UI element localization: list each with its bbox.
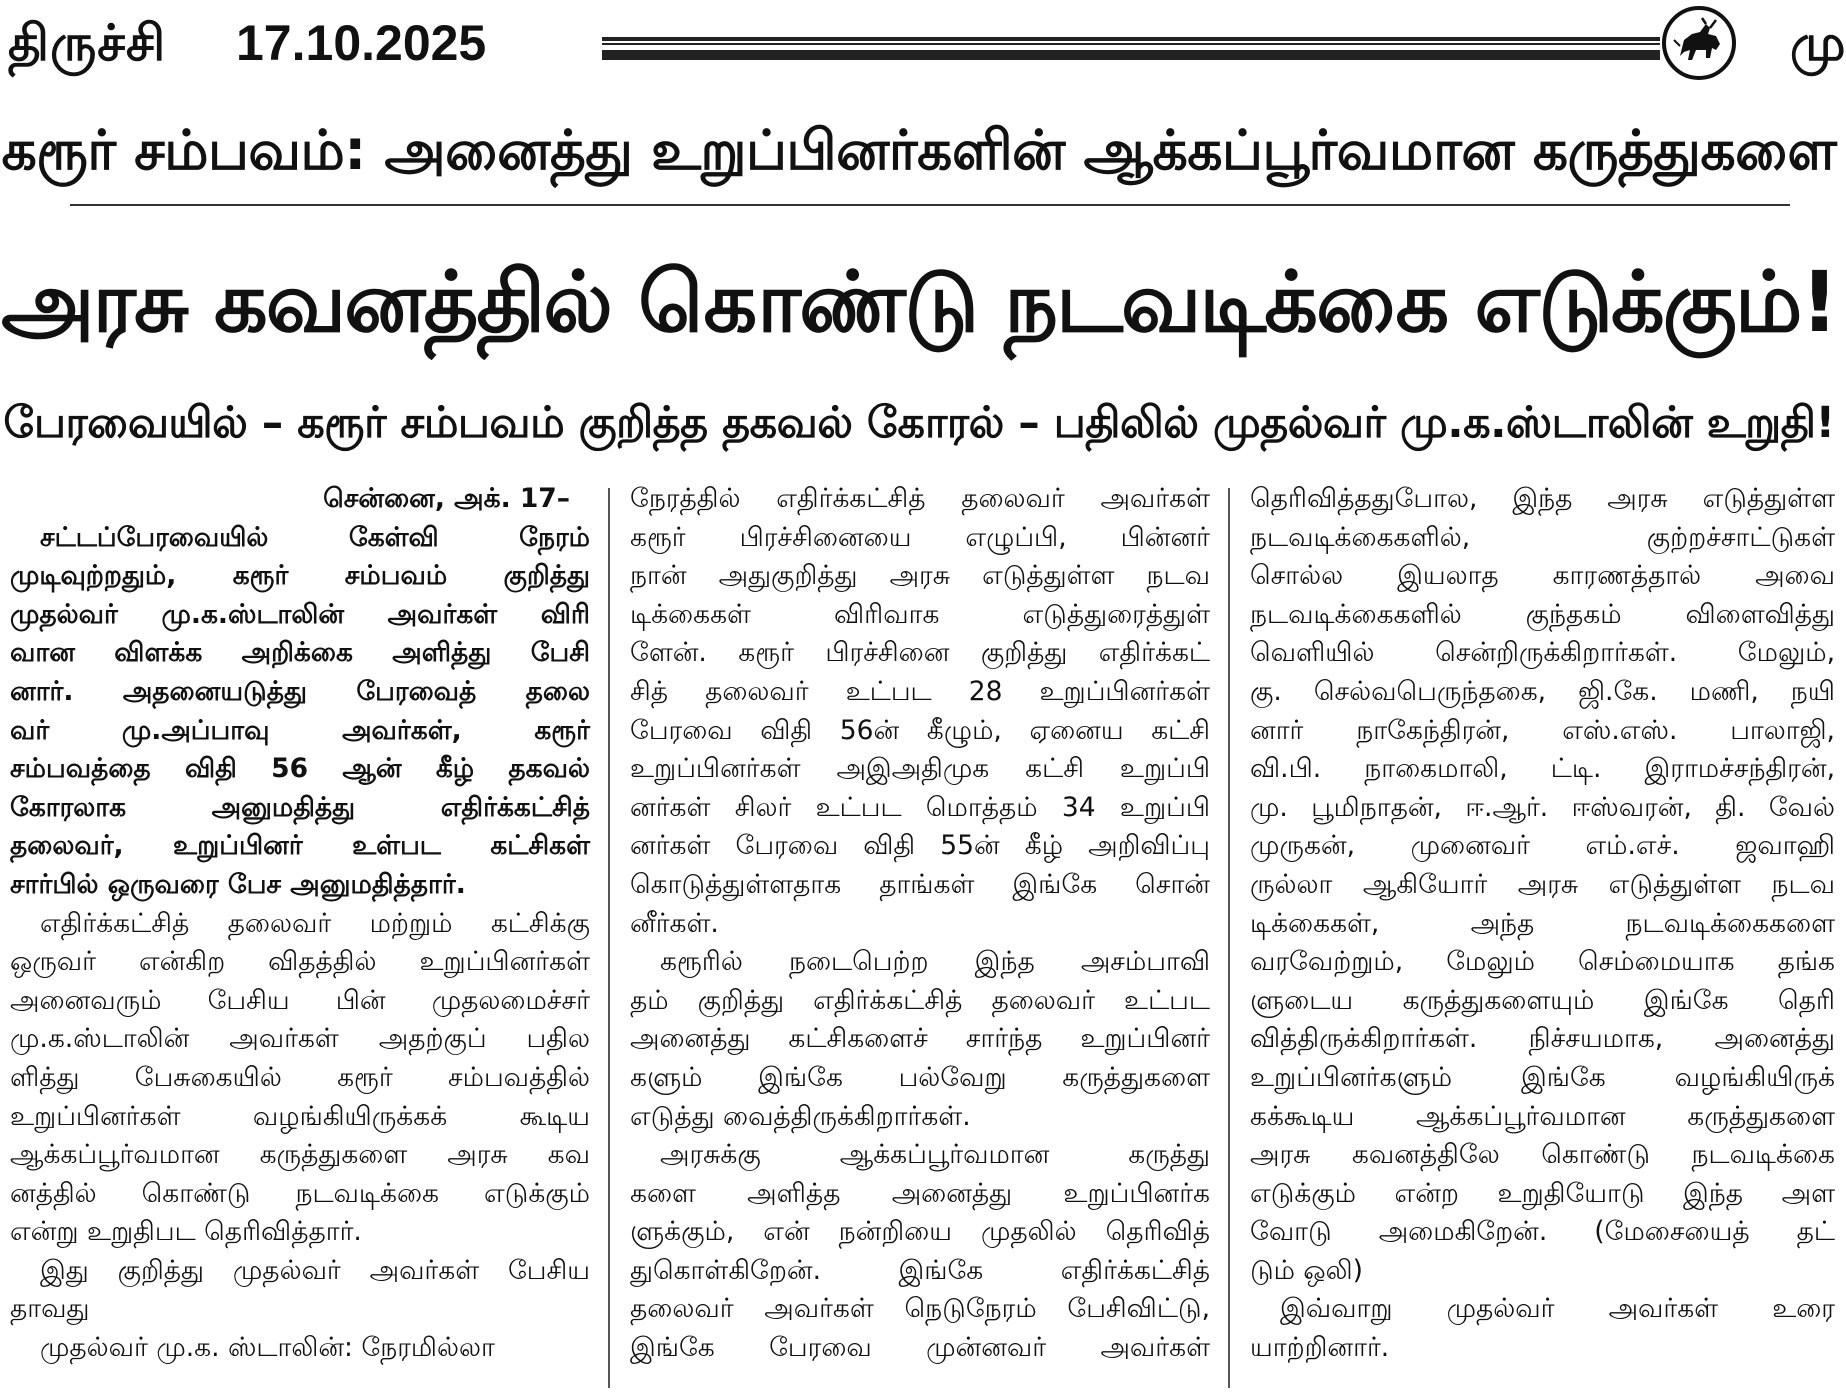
body-line: கரூர் பிரச்சினையை எழுப்பி, பின்னர்: [630, 521, 1210, 553]
body-line: துகொள்கிறேன். இங்கே எதிர்க்கட்சித்: [630, 1254, 1210, 1286]
body-line: சார்பில் ஒருவரை பேச அனுமதித்தார்.: [10, 868, 466, 900]
body-line: கக்கூடிய ஆக்கப்பூர்வமான கருத்துகளை: [1250, 1100, 1835, 1132]
body-line: சித் தலைவர் உட்பட 28 உறுப்பினர்கள்: [630, 675, 1210, 707]
body-line: மு. பூமிநாதன், ஈ.ஆர். ஈஸ்வரன், தி. வேல்: [1250, 791, 1835, 823]
body-line: தலைவர் அவர்கள் நெடுநேரம் பேசிவிட்டு,: [630, 1293, 1210, 1325]
body-line: வர் மு.அப்பாவு அவர்கள், கரூர்: [10, 714, 590, 746]
body-line: கொடுத்துள்ளதாக தாங்கள் இங்கே சொன்: [630, 868, 1210, 900]
body-line: இது குறித்து முதல்வர் அவர்கள் பேசிய: [40, 1254, 590, 1286]
body-line: கு. செல்வபெருந்தகை, ஜி.கே. மணி, நயி: [1250, 675, 1835, 707]
body-line: னத்தில் கொண்டு நடவடிக்கை எடுக்கும்: [10, 1177, 590, 1209]
article-column-2: [630, 480, 1210, 1368]
body-line: களும் இங்கே பல்வேறு கருத்துகளை: [630, 1061, 1210, 1093]
body-line: வித்திருக்கிறார்கள். நிச்சயமாக, அனைத்து: [1250, 1023, 1835, 1055]
body-line: ளேன். கரூர் பிரச்சினை குறித்து எதிர்க்கட்: [630, 637, 1210, 669]
body-line: எடுத்து வைத்திருக்கிறார்கள்.: [630, 1100, 971, 1132]
body-line: ருல்லா ஆகியோர் அரசு எடுத்துள்ள நடவ: [1250, 868, 1835, 900]
body-line: பேரவை விதி 56ன் கீழும், ஏனைய கட்சி: [630, 714, 1210, 746]
edition-city: திருச்சி: [8, 14, 167, 72]
body-line: ளுக்கும், என் நன்றியை முதலில் தெரிவித்: [630, 1216, 1210, 1248]
body-line: னீர்கள்.: [630, 907, 719, 939]
masthead: [0, 0, 1846, 90]
body-line: நடவடிக்கைகளில், குற்றச்சாட்டுகள்: [1250, 521, 1835, 553]
body-line: தாவது: [10, 1293, 90, 1325]
body-line: னர்கள் பேரவை விதி 55ன் கீழ் அறிவிப்பு: [630, 830, 1210, 862]
body-line: டிக்கைகள் விரிவாக எடுத்துரைத்துள்: [630, 598, 1210, 630]
body-line: முடிவுற்றதும், கரூர் சம்பவம் குறித்து: [10, 560, 590, 592]
body-line: ளித்து பேசுகையில் கரூர் சம்பவத்தில்: [10, 1061, 590, 1093]
body-line: உறுப்பினர்கள் வழங்கியிருக்கக் கூடிய: [10, 1100, 590, 1132]
body-line: களை அளித்த அனைத்து உறுப்பினர்க: [630, 1177, 1210, 1209]
body-line: டிக்கைகள், அந்த நடவடிக்கைகளை: [1250, 907, 1835, 939]
body-line: நடவடிக்கைகளில் குந்தகம் விளைவித்து: [1250, 598, 1835, 630]
body-line: னார். அதனையடுத்து பேரவைத் தலை: [10, 675, 590, 707]
body-line: ளுடைய கருத்துகளையும் இங்கே தெரி: [1250, 984, 1835, 1016]
body-line: டும் ஒலி): [1250, 1254, 1363, 1286]
body-line: வான விளக்க அறிக்கை அளித்து பேசி: [10, 637, 590, 669]
body-line: தலைவர், உறுப்பினர் உள்பட கட்சிகள்: [10, 830, 590, 862]
body-line: ஒருவர் என்கிற விதத்தில் உறுப்பினர்கள்: [10, 946, 590, 978]
body-line: அனைத்து கட்சிகளைச் சார்ந்த உறுப்பினர்: [630, 1023, 1210, 1055]
body-line: ஆக்கப்பூர்வமான கருத்துகளை அரசு கவ: [10, 1139, 590, 1171]
masthead-rule: [602, 50, 1660, 60]
masthead-rule: [602, 37, 1660, 41]
column-rule: [1228, 488, 1230, 1388]
body-line: முதல்வர் மு.க.ஸ்டாலின் அவர்கள் விரி: [10, 598, 590, 630]
body-line: நான் அதுகுறித்து அரசு எடுத்துள்ள நடவ: [630, 560, 1210, 592]
body-line: முருகன், முனைவர் எம்.எச். ஜவாஹி: [1250, 830, 1835, 862]
body-line: நேரத்தில் எதிர்க்கட்சித் தலைவர் அவர்கள்: [630, 483, 1210, 514]
body-line: சட்டப்பேரவையில் கேள்வி நேரம்: [40, 521, 590, 553]
edition-date: 17.10.2025: [236, 15, 487, 71]
body-line: அரசு கவனத்திலே கொண்டு நடவடிக்கை: [1250, 1139, 1835, 1171]
column-rule: [608, 488, 610, 1388]
body-line: மு.க.ஸ்டாலின் அவர்கள் அதற்குப் பதில: [10, 1023, 590, 1055]
body-line: னர்கள் சிலர் உட்பட மொத்தம் 34 உறுப்பி: [630, 791, 1210, 823]
body-line: னார் நாகேந்திரன், எஸ்.எஸ். பாலாஜி,: [1250, 714, 1835, 746]
body-line: சம்பவத்தை விதி 56 ஆன் கீழ் தகவல்: [10, 753, 590, 785]
body-line: வோடு அமைகிறேன். (மேசையைத் தட்: [1250, 1216, 1835, 1248]
paper-title-fragment: மு: [1790, 14, 1846, 72]
main-headline: அரசு கவனத்தில் கொண்டு நடவடிக்கை எடுக்கும்!: [1, 253, 1837, 351]
body-line: தெரிவித்ததுபோல, இந்த அரசு எடுத்துள்ள: [1250, 483, 1835, 514]
headline-divider: [70, 204, 1790, 206]
body-line: என்று உறுதிபட தெரிவித்தார்.: [10, 1216, 362, 1248]
body-line: அரசுக்கு ஆக்கப்பூர்வமான கருத்து: [660, 1139, 1210, 1171]
kicker-headline: கரூர் சம்பவம்: அனைத்து உறுப்பினர்களின் ஆக்கப்பூர்வமான கருத்துகளை: [1, 118, 1837, 182]
body-line: இவ்வாறு முதல்வர் அவர்கள் உரை: [1280, 1293, 1835, 1325]
body-line: உறுப்பினர்கள் அஇஅதிமுக கட்சி உறுப்பி: [630, 753, 1210, 785]
body-line: இங்கே பேரவை முன்னவர் அவர்கள்: [630, 1332, 1210, 1364]
body-line: சொல்ல இயலாத காரணத்தால் அவை: [1250, 560, 1835, 592]
bull-emblem-icon: [1662, 6, 1736, 80]
body-line: வெளியில் சென்றிருக்கிறார்கள். மேலும்,: [1250, 637, 1835, 669]
body-line: முதல்வர் மு.க. ஸ்டாலின்: நேரமில்லா: [40, 1332, 495, 1364]
dateline: சென்னை, அக். 17–: [323, 483, 570, 514]
body-line: கோரலாக அனுமதித்து எதிர்க்கட்சித்: [10, 791, 590, 823]
body-line: வி.பி. நாகைமாலி, ட்டி. இராமச்சந்திரன்,: [1250, 753, 1835, 785]
masthead-rule: [602, 43, 1660, 45]
body-line: கரூரில் நடைபெற்ற இந்த அசம்பாவி: [660, 946, 1210, 978]
article-column-1: [10, 480, 590, 1368]
body-line: அனைவரும் பேசிய பின் முதலமைச்சர்: [10, 984, 590, 1016]
article-column-3: [1250, 480, 1835, 1368]
body-line: வரவேற்றும், மேலும் செம்மையாக தங்க: [1250, 946, 1835, 978]
body-line: உறுப்பினர்களும் இங்கே வழங்கியிருக்: [1250, 1061, 1835, 1093]
sub-headline: பேரவையில் – கரூர் சம்பவம் குறித்த தகவல் கோரல் – பதிலில் முதல்வர் மு.க.ஸ்டாலின் உறுதி!: [3, 398, 1835, 448]
body-line: எடுக்கும் என்ற உறுதியோடு இந்த அள: [1250, 1177, 1835, 1209]
body-line: யாற்றினார்.: [1250, 1332, 1390, 1364]
body-line: தம் குறித்து எதிர்க்கட்சித் தலைவர் உட்பட: [630, 984, 1210, 1016]
body-line: எதிர்க்கட்சித் தலைவர் மற்றும் கட்சிக்கு: [40, 907, 590, 939]
